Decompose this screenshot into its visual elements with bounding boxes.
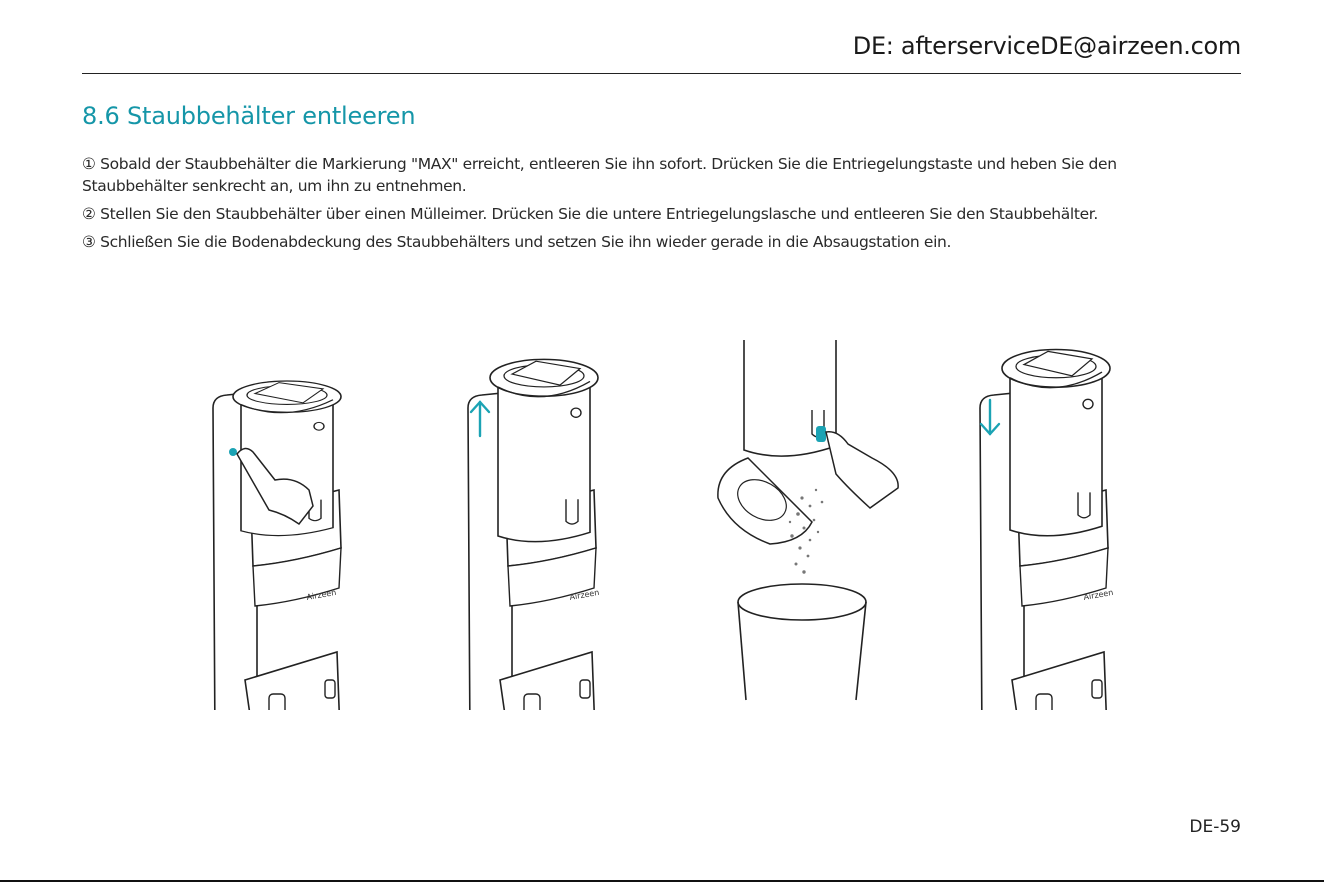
figure-1 [213, 381, 341, 710]
page-number: DE-59 [1189, 817, 1241, 837]
step-3: ③ Schließen Sie die Bodenabdeckung des Staubbehälters und setzen Sie ihn wieder gerade in die Absaugstation ein. [82, 233, 952, 251]
figure-4 [980, 350, 1114, 710]
instruction-steps [82, 153, 1192, 259]
release-tab [816, 426, 826, 442]
section-title: 8.6 Staubbehälter entleeren [82, 102, 416, 130]
footer-divider [0, 880, 1324, 882]
release-button [229, 448, 237, 456]
brand-logo-2: Airzeen [568, 587, 600, 602]
step-2: ② Stellen Sie den Staubbehälter über einen Mülleimer. Drücken Sie die untere Entriegelungslasche und entleeren Sie den Staubbehälter. [82, 205, 1098, 223]
figure-3 [718, 340, 898, 700]
header-contact: DE: afterserviceDE@airzeen.com [852, 32, 1241, 60]
step-1: ① Sobald der Staubbehälter die Markierung "MAX" erreicht, entleeren Sie ihn sofort. Drücken Sie die Entriegelungstaste und heben Sie den Staubbehälter senkrecht an, um ihn zu entnehmen. [82, 155, 1117, 195]
illustrations [0, 340, 1324, 710]
brand-logo-1: Airzeen [305, 587, 337, 602]
brand-logo-4: Airzeen [1082, 587, 1114, 602]
header-divider [82, 73, 1241, 74]
